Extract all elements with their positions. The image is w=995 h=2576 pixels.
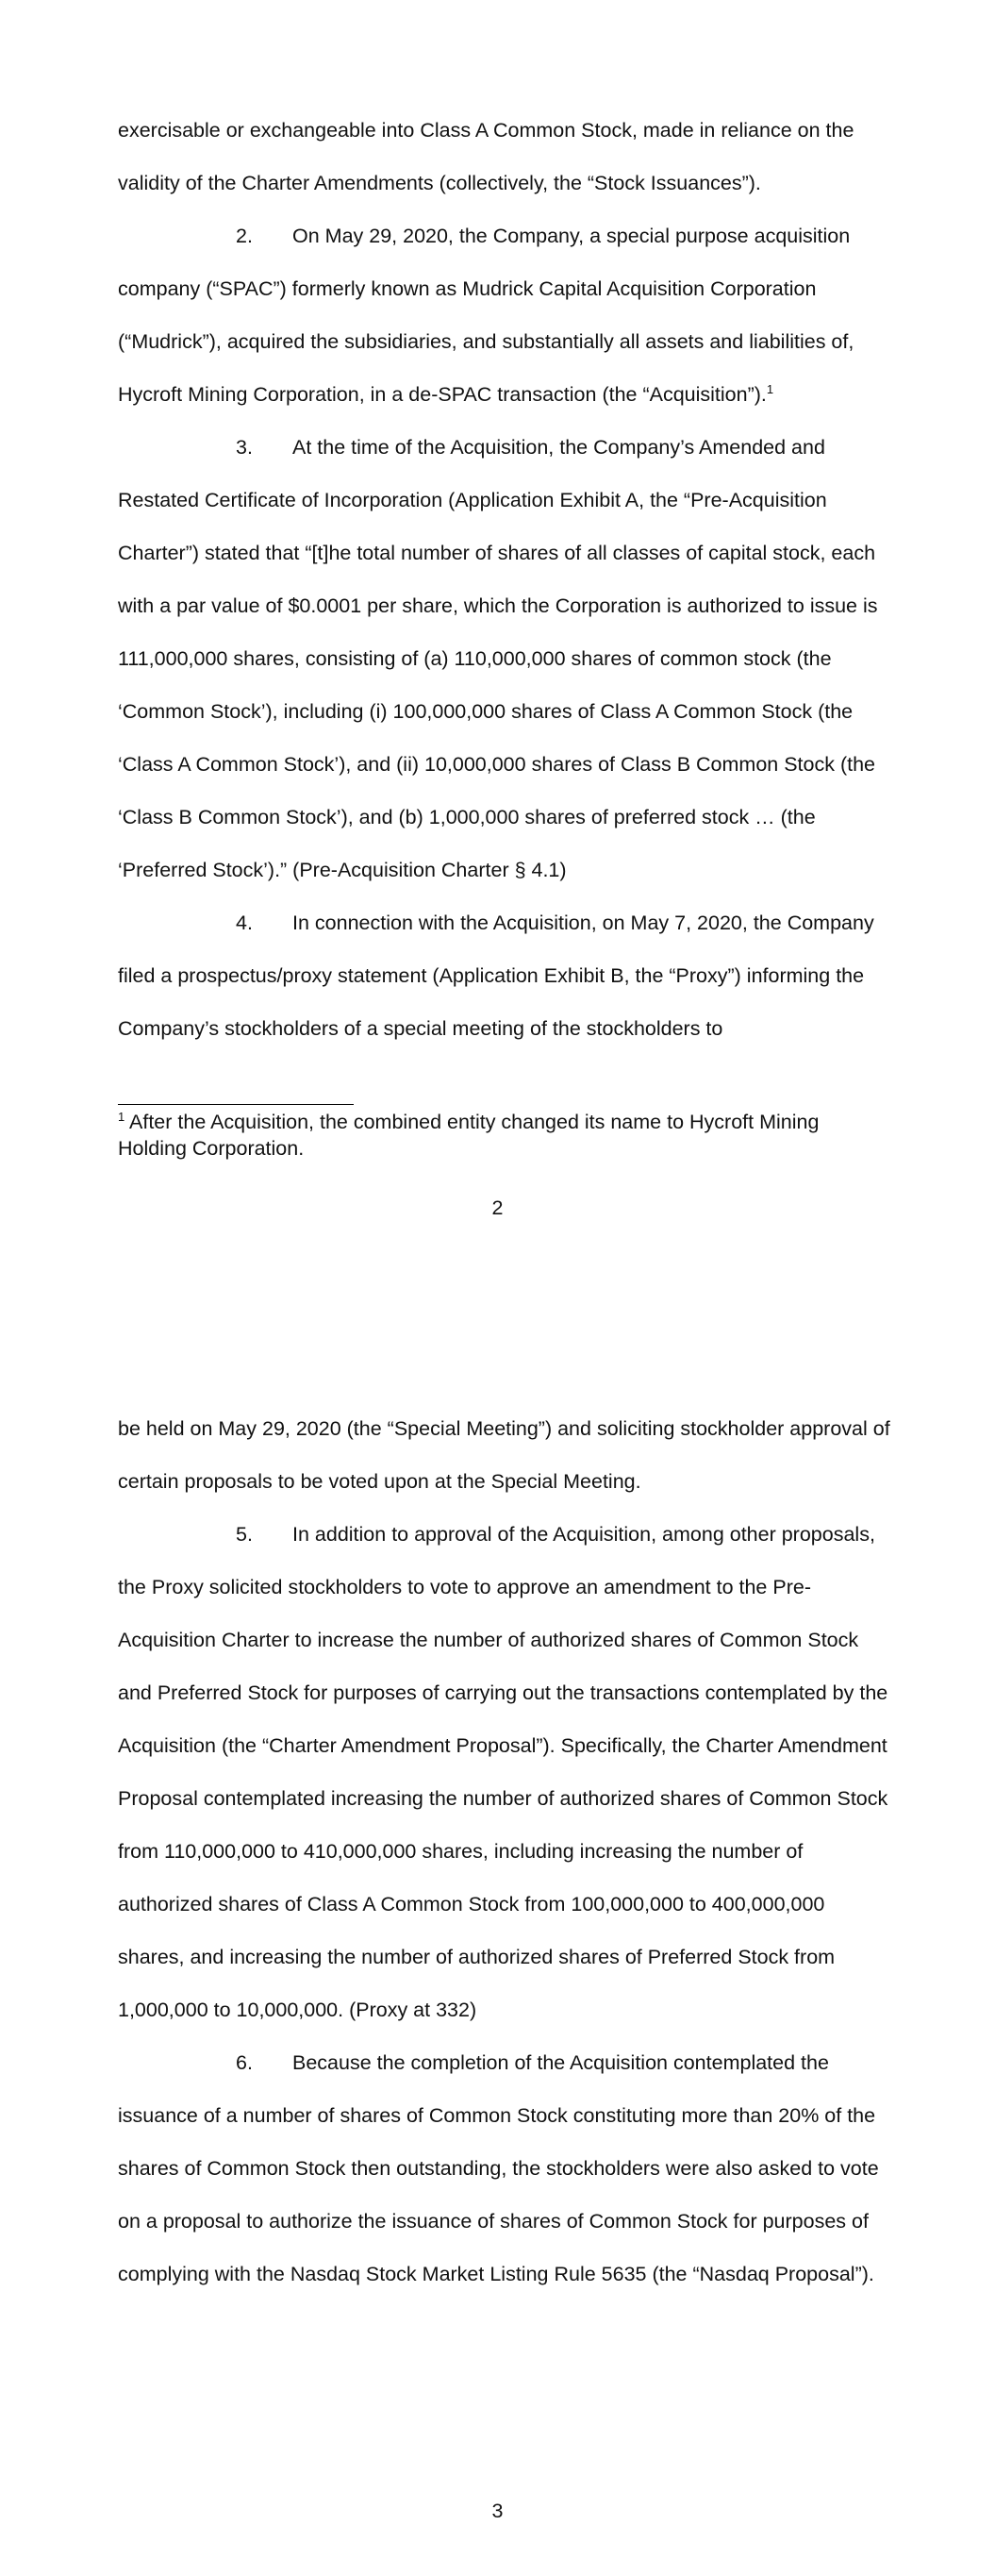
paragraph-number: 6. [236,2051,253,2074]
page-number: 2 [491,1196,504,1219]
paragraph-text: At the time of the Acquisition, the Company’s Amended and Restated Certificate of Incorporation (Application Exhibit A, the “Pre-Acquisition Charter”) stated that “[t]he total number of shares of all classes of capital stock, each with a par value of $0.0001 per share, which the Corporation is authorized to issue is 111,000,000 shares, consisting of (a) 110,000,000 shares of common stock (the ‘Common Stock’), including (i) 100,000,000 shares of Class A Common Stock (the ‘Class A Common Stock’), and (ii) 10,000,000 shares of Class B Common Stock (the ‘Class B Common Stock’), and (b) 1,000,000 shares of preferred stock … (the ‘Preferred Stock’).” (Pre-Acquisition Charter § 4.1) [118,436,878,881]
paragraph-text: Because the completion of the Acquisition contemplated the issuance of a number of shares of Common Stock constituting more than 20% of the shares of Common Stock then outstanding, the stockholders were also asked to vote on a proposal to authorize the issuance of shares of Common Stock for purposes of complying with the Nasdaq Stock Market Listing Rule 5635 (the “Nasdaq Proposal”). [118,2051,879,2285]
paragraph-3 [118,421,891,896]
paragraph-text: In addition to approval of the Acquisition, among other proposals, the Proxy solicited stockholders to vote to approve an amendment to the Pre-Acquisition Charter to increase the number of authorized shares of Common Stock and Preferred Stock for purposes of carrying out the transactions contemplated by the Acquisition (the “Charter Amendment Proposal”). Specifically, the Charter Amendment Proposal contemplated increasing the number of authorized shares of Common Stock from 110,000,000 to 410,000,000 shares, including increasing the number of authorized shares of Class A Common Stock from 100,000,000 to 400,000,000 shares, and increasing the number of authorized shares of Preferred Stock from 1,000,000 to 10,000,000. (Proxy at 332) [118,1523,888,2021]
paragraph-4 [118,896,891,1055]
document-page-3 [0,1288,995,2576]
paragraph-number: 5. [236,1523,253,1546]
footnote-reference[interactable]: 1 [766,381,774,396]
continued-paragraph: exercisable or exchangeable into Class A Common Stock, made in reliance on the validity of the Charter Amendments (collectively, the “Stock Issuances”). [118,119,854,194]
footnote [118,1109,891,1162]
continued-paragraph: be held on May 29, 2020 (the “Special Meeting”) and soliciting stockholder approval of certain proposals to be voted upon at the Special Meeting. [118,1417,890,1493]
footnote-marker: 1 [118,1109,125,1124]
paragraph-number: 2. [236,225,253,247]
page-2-body [118,104,891,1055]
paragraph-number: 3. [236,436,253,459]
paragraph-5 [118,1508,891,2036]
footnote-divider [118,1104,354,1105]
page-3-body [118,1402,891,2300]
paragraph-6 [118,2036,891,2300]
page-number: 3 [491,2500,504,2522]
paragraph-2 [118,209,891,421]
paragraph-text: On May 29, 2020, the Company, a special purpose acquisition company (“SPAC”) formerly known as Mudrick Capital Acquisition Corporation (“Mudrick”), acquired the subsidiaries, and substantially all assets and liabilities of, Hycroft Mining Corporation, in a de-SPAC transaction (the “Acquisition”). [118,225,854,406]
paragraph-text: In connection with the Acquisition, on May 7, 2020, the Company filed a prospectus/proxy statement (Application Exhibit B, the “Proxy”) informing the Company’s stockholders of a special meeting of the stockholders to [118,912,874,1040]
footnote-text: After the Acquisition, the combined entity changed its name to Hycroft Mining Holding Corporation. [118,1111,820,1160]
paragraph-number: 4. [236,912,253,934]
